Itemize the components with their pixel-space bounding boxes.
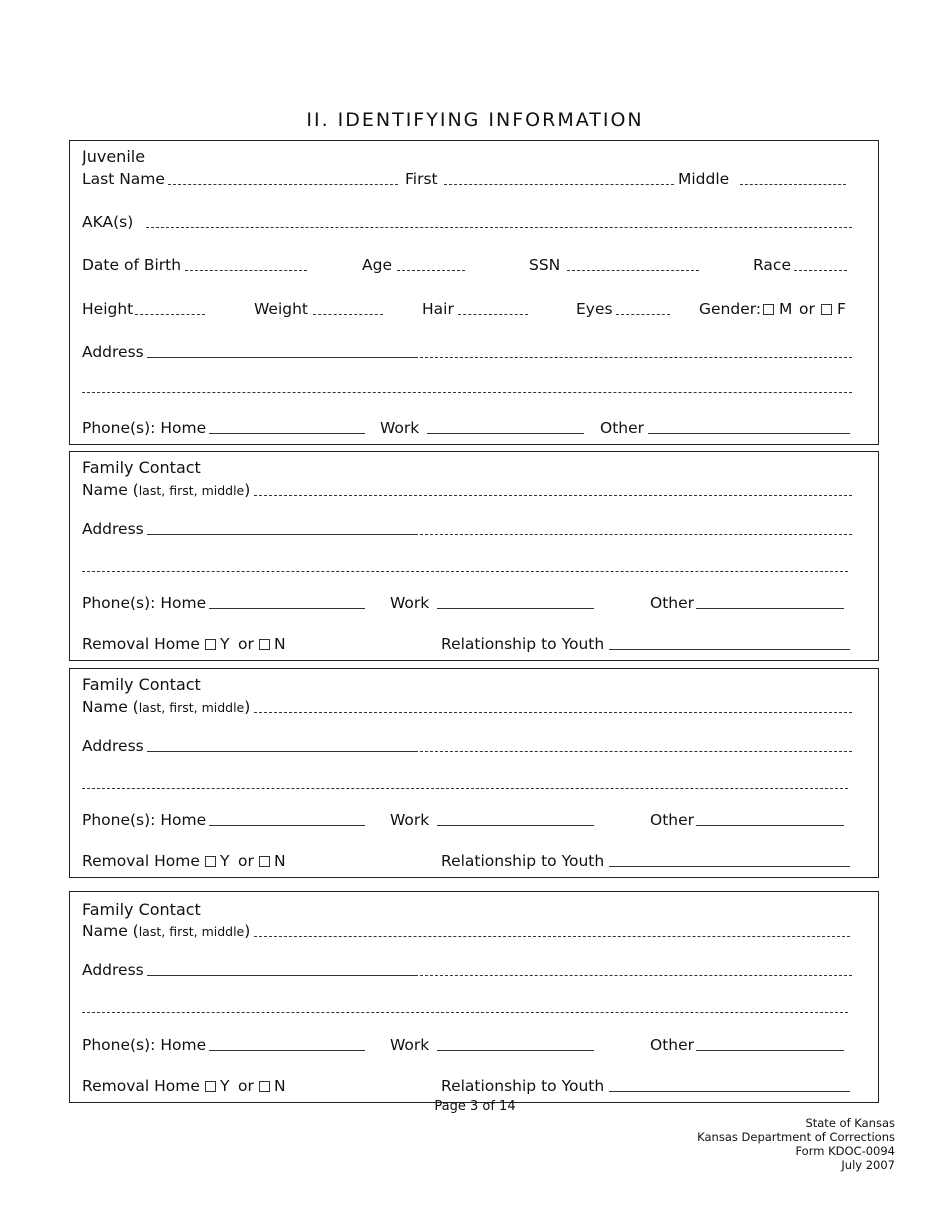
eyes-field[interactable] — [616, 314, 670, 315]
gender-m-label: M — [779, 300, 793, 318]
family-contact-section-2 — [69, 668, 879, 878]
gender-f-checkbox[interactable] — [821, 304, 832, 315]
race-label: Race — [753, 256, 791, 274]
address-field[interactable] — [147, 534, 415, 535]
phone-other-field[interactable] — [696, 1050, 844, 1051]
removal-yes-checkbox[interactable] — [205, 1081, 216, 1092]
address-field[interactable] — [147, 751, 415, 752]
phone-work-field[interactable] — [437, 608, 594, 609]
aka-field[interactable] — [146, 227, 852, 228]
removal-home-label: Removal Home — [82, 1077, 200, 1095]
phone-work-field[interactable] — [437, 825, 594, 826]
footer-form-id: Form KDOC-0094 — [795, 1144, 895, 1158]
height-label: Height — [82, 300, 134, 318]
phone-work-label: Work — [390, 1036, 430, 1054]
removal-no-label: N — [274, 1077, 286, 1095]
phone-other-field[interactable] — [696, 608, 844, 609]
address-label: Address — [82, 961, 144, 979]
gender-or-label: or — [799, 300, 815, 318]
name-field[interactable] — [254, 936, 850, 937]
phone-other-field[interactable] — [696, 825, 844, 826]
phone-home-label: Phone(s): Home — [82, 811, 207, 829]
phone-work-field[interactable] — [427, 433, 584, 434]
name-label: Name (last, first, middle) — [82, 481, 251, 499]
removal-no-checkbox[interactable] — [259, 639, 270, 650]
phone-other-label: Other — [600, 419, 645, 437]
ssn-field[interactable] — [567, 270, 699, 271]
page-number: Page 3 of 14 — [434, 1099, 516, 1114]
address-line-2-field[interactable] — [82, 392, 852, 393]
last-name-label: Last Name — [82, 170, 165, 188]
family-contact-section-3 — [69, 891, 879, 1103]
removal-or-label: or — [238, 635, 254, 653]
relationship-field[interactable] — [609, 649, 850, 650]
address-line-2-field[interactable] — [82, 571, 848, 572]
removal-no-label: N — [274, 635, 286, 653]
form-footer — [697, 1116, 895, 1172]
eyes-label: Eyes — [576, 300, 613, 318]
removal-no-label: N — [274, 852, 286, 870]
phone-home-label: Phone(s): Home — [82, 1036, 207, 1054]
phone-other-field[interactable] — [648, 433, 850, 434]
juvenile-heading: Juvenile — [82, 147, 146, 166]
phone-other-label: Other — [650, 811, 695, 829]
phone-home-field[interactable] — [209, 608, 365, 609]
age-label: Age — [362, 256, 392, 274]
phone-home-field[interactable] — [209, 825, 365, 826]
phone-work-field[interactable] — [437, 1050, 594, 1051]
name-label: Name (last, first, middle) — [82, 922, 251, 940]
first-name-label: First — [405, 170, 438, 188]
relationship-label: Relationship to Youth — [441, 852, 605, 870]
dob-label: Date of Birth — [82, 256, 182, 274]
gender-m-checkbox[interactable] — [763, 304, 774, 315]
name-label: Name (last, first, middle) — [82, 698, 251, 716]
removal-yes-label: Y — [220, 635, 230, 653]
ssn-label: SSN — [529, 256, 561, 274]
address-field[interactable] — [147, 975, 415, 976]
hair-field[interactable] — [458, 314, 528, 315]
family-contact-section-1 — [69, 451, 879, 661]
middle-name-field[interactable] — [740, 184, 846, 185]
first-name-field[interactable] — [444, 184, 674, 185]
name-hint: last, first, middle — [138, 700, 245, 715]
address-label: Address — [82, 737, 144, 755]
family-contact-heading: Family Contact — [82, 458, 201, 477]
footer-state: State of Kansas — [805, 1116, 895, 1130]
address-line-2-field[interactable] — [82, 1012, 848, 1013]
phone-home-label: Phone(s): Home — [82, 594, 207, 612]
removal-yes-label: Y — [220, 852, 230, 870]
footer-department: Kansas Department of Corrections — [697, 1130, 895, 1144]
age-field[interactable] — [397, 270, 465, 271]
last-name-field[interactable] — [168, 184, 398, 185]
removal-yes-label: Y — [220, 1077, 230, 1095]
address-field-cont[interactable] — [415, 534, 852, 535]
removal-no-checkbox[interactable] — [259, 856, 270, 867]
phone-work-label: Work — [390, 811, 430, 829]
relationship-field[interactable] — [609, 866, 850, 867]
removal-home-label: Removal Home — [82, 635, 200, 653]
family-contact-heading: Family Contact — [82, 900, 201, 919]
family-contact-heading: Family Contact — [82, 675, 201, 694]
removal-or-label: or — [238, 852, 254, 870]
page-title: II. IDENTIFYING INFORMATION — [306, 109, 644, 131]
phone-home-field[interactable] — [209, 1050, 365, 1051]
aka-label: AKA(s) — [82, 213, 134, 231]
address-field-cont[interactable] — [415, 975, 852, 976]
removal-home-label: Removal Home — [82, 852, 200, 870]
removal-or-label: or — [238, 1077, 254, 1095]
name-field[interactable] — [254, 495, 852, 496]
removal-yes-checkbox[interactable] — [205, 856, 216, 867]
phone-other-label: Other — [650, 594, 695, 612]
hair-label: Hair — [422, 300, 454, 318]
relationship-label: Relationship to Youth — [441, 1077, 605, 1095]
name-hint: last, first, middle — [138, 924, 245, 939]
phone-other-label: Other — [650, 1036, 695, 1054]
removal-no-checkbox[interactable] — [259, 1081, 270, 1092]
footer-date: July 2007 — [841, 1158, 895, 1172]
dob-field[interactable] — [185, 270, 307, 271]
middle-name-label: Middle — [678, 170, 730, 188]
height-field[interactable] — [135, 314, 205, 315]
gender-label: Gender: — [699, 300, 762, 318]
address-field-cont[interactable] — [415, 357, 852, 358]
phone-work-label: Work — [380, 419, 420, 437]
name-field[interactable] — [254, 712, 852, 713]
phone-home-label: Phone(s): Home — [82, 419, 207, 437]
name-hint: last, first, middle — [138, 483, 245, 498]
weight-field[interactable] — [313, 314, 383, 315]
weight-label: Weight — [254, 300, 309, 318]
phone-home-field[interactable] — [209, 433, 365, 434]
juvenile-section — [69, 140, 879, 445]
phone-work-label: Work — [390, 594, 430, 612]
address-field[interactable] — [147, 357, 415, 358]
relationship-field[interactable] — [609, 1091, 850, 1092]
race-field[interactable] — [794, 270, 847, 271]
address-field-cont[interactable] — [415, 751, 852, 752]
gender-f-label: F — [837, 300, 846, 318]
address-label: Address — [82, 520, 144, 538]
address-line-2-field[interactable] — [82, 788, 848, 789]
removal-yes-checkbox[interactable] — [205, 639, 216, 650]
relationship-label: Relationship to Youth — [441, 635, 605, 653]
address-label: Address — [82, 343, 144, 361]
